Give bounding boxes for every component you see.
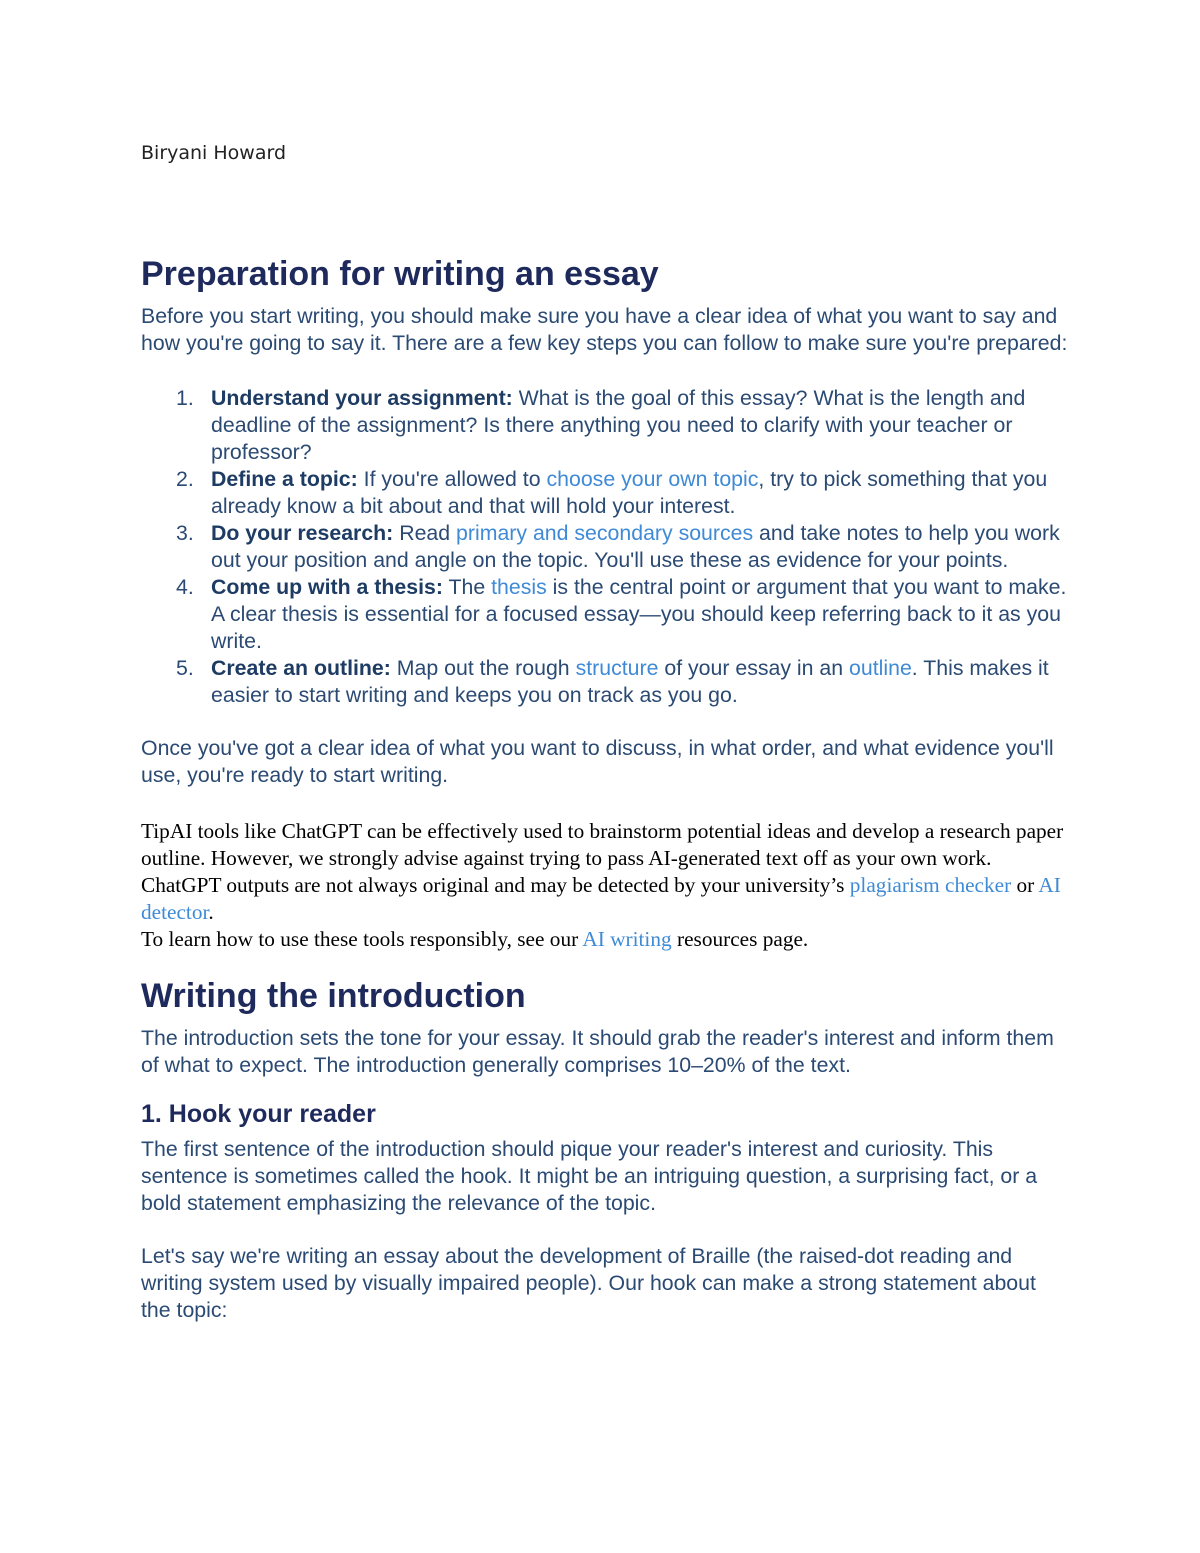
step-title: Create an outline: bbox=[211, 656, 391, 680]
step-text: , try to pick something that you already know a bit about and that will hold your interest. bbox=[211, 467, 1048, 518]
step-text: Map out the rough bbox=[390, 656, 576, 680]
hook-paragraph: The first sentence of the introduction should pique your reader's interest and curiosity. This sentence is sometimes called the hook. It might be an intriguing question, a surprising fact, or a bold statement emphasizing the relevance of the topic. bbox=[141, 1137, 1038, 1215]
step-title: Do your research: bbox=[211, 521, 394, 545]
step-text: Read bbox=[393, 521, 457, 545]
link-plagiarism-checker[interactable]: plagiarism checker bbox=[849, 873, 1012, 897]
step-text: of your essay in an bbox=[658, 656, 850, 680]
link-primary-secondary-sources[interactable]: primary and secondary sources bbox=[456, 521, 754, 545]
tip-text: resources page. bbox=[671, 927, 809, 951]
link-ai-writing[interactable]: AI writing bbox=[582, 927, 672, 951]
list-item bbox=[141, 574, 1071, 655]
tip-text: or bbox=[1011, 873, 1039, 897]
list-item bbox=[141, 385, 1071, 466]
step-title: Come up with a thesis: bbox=[211, 575, 443, 599]
step-text: is the central point or argument that you want to make. A clear thesis is essential for a focused essay—you should keep referring back to it as you write. bbox=[211, 575, 1067, 653]
tip-paragraph bbox=[141, 818, 1071, 926]
link-ai-detector[interactable]: AI detector bbox=[141, 873, 1061, 924]
step-title: Define a topic: bbox=[211, 467, 358, 491]
preparation-closing: Once you've got a clear idea of what you want to discuss, in what order, and what evidence you'll use, you're ready to start writing. bbox=[141, 736, 1054, 787]
tip-text: To learn how to use these tools responsibly, see our bbox=[141, 927, 583, 951]
link-outline[interactable]: outline bbox=[849, 656, 912, 680]
preparation-intro: Before you start writing, you should make sure you have a clear idea of what you want to say and how you're going to say it. There are a few key steps you can follow to make sure you're prepared: bbox=[141, 304, 1068, 355]
list-number: 5. bbox=[176, 656, 194, 680]
tip-text: . bbox=[208, 900, 214, 924]
list-item bbox=[141, 466, 1071, 520]
step-text: If you're allowed to bbox=[357, 467, 547, 491]
step-text: and take notes to help you work out your position and angle on the topic. You'll use these as evidence for your points. bbox=[211, 521, 1060, 572]
subheading-hook: 1. Hook your reader bbox=[141, 1100, 376, 1128]
tip-box bbox=[141, 818, 1071, 953]
section-heading-introduction: Writing the introduction bbox=[141, 977, 526, 1015]
link-thesis[interactable]: thesis bbox=[491, 575, 547, 599]
tip-text: TipAI tools like ChatGPT can be effectively used to brainstorm potential ideas and develop a research paper outline. However, we strongly advise against trying to pass AI-generated text off as your own work. ChatGPT outputs are not always original and may be detected by your university’s bbox=[141, 819, 1064, 897]
section-heading-preparation: Preparation for writing an essay bbox=[141, 255, 659, 293]
tip-resources-line bbox=[141, 926, 1071, 953]
list-number: 1. bbox=[176, 386, 194, 410]
list-item bbox=[141, 520, 1071, 574]
link-choose-topic[interactable]: choose your own topic bbox=[546, 467, 759, 491]
document-body bbox=[141, 138, 1071, 1324]
introduction-intro: The introduction sets the tone for your essay. It should grab the reader's interest and inform them of what to expect. The introduction generally comprises 10–20% of the text. bbox=[141, 1026, 1054, 1077]
preparation-steps-list bbox=[141, 385, 1071, 709]
step-title: Understand your assignment: bbox=[211, 386, 513, 410]
author-name: Biryani Howard bbox=[141, 142, 287, 164]
step-text: What is the goal of this essay? What is the length and deadline of the assignment? Is there anything you need to clarify with your teacher or professor? bbox=[211, 386, 1026, 464]
list-number: 2. bbox=[176, 467, 194, 491]
list-item bbox=[141, 655, 1071, 709]
link-structure[interactable]: structure bbox=[575, 656, 659, 680]
step-text: . This makes it easier to start writing and keeps you on track as you go. bbox=[211, 656, 1049, 707]
list-number: 4. bbox=[176, 575, 194, 599]
step-text: The bbox=[442, 575, 492, 599]
list-number: 3. bbox=[176, 521, 194, 545]
braille-paragraph: Let's say we're writing an essay about the development of Braille (the raised-dot reading and writing system used by visually impaired people). Our hook can make a strong statement about the topic: bbox=[141, 1244, 1036, 1322]
